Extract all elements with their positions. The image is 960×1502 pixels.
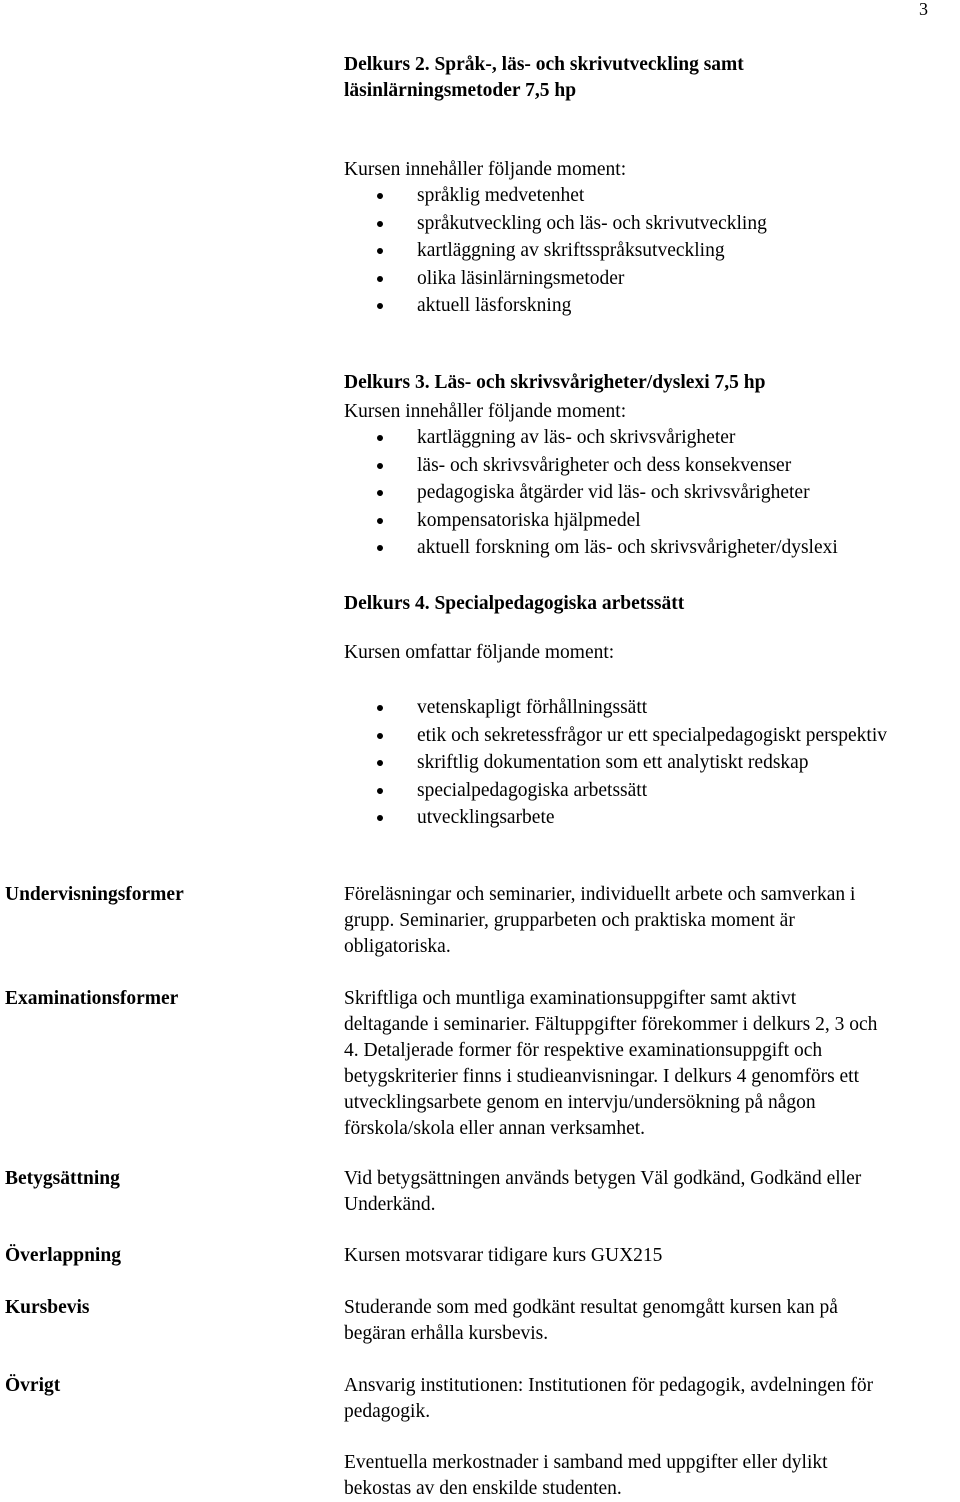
text-line: 4. Detaljerade former för respektive examinationsuppgift och xyxy=(344,1040,823,1061)
list-item: vetenskapligt förhållningssätt xyxy=(344,695,960,723)
betygsattning-text xyxy=(344,1166,960,1218)
text-line: förskola/skola eller annan verksamhet. xyxy=(344,1118,646,1139)
list-item: språklig medvetenhet xyxy=(344,183,944,211)
undervisningsformer-text xyxy=(344,882,960,960)
delkurs-2-content xyxy=(344,157,944,321)
text-line: betygskriterier finns i studieanvisningar. I delkurs 4 genomförs ett xyxy=(344,1066,860,1087)
ovrigt-extra-text xyxy=(344,1450,960,1502)
undervisningsformer-label: Undervisningsformer xyxy=(5,884,184,905)
text-line: begäran erhålla kursbevis. xyxy=(344,1323,549,1344)
text-line: grupp. Seminarier, grupparbeten och praktiska moment är xyxy=(344,910,795,931)
delkurs-4-list-block xyxy=(344,695,960,833)
list-item: kompensatoriska hjälpmedel xyxy=(344,508,944,536)
delkurs-2-intro: Kursen innehåller följande moment: xyxy=(344,159,627,180)
overlappning-text xyxy=(344,1243,960,1269)
delkurs-2-list xyxy=(344,183,944,321)
list-item: olika läsinlärningsmetoder xyxy=(344,266,944,294)
text-line: Underkänd. xyxy=(344,1194,436,1215)
text-line: Studerande som med godkänt resultat genomgått kursen kan på xyxy=(344,1297,838,1318)
delkurs-2-title-line-1: Delkurs 2. Språk-, läs- och skrivutveckling samt xyxy=(344,54,744,75)
text-line: Vid betygsättningen används betygen Väl godkänd, Godkänd eller xyxy=(344,1168,862,1189)
list-item: språkutveckling och läs- och skrivutveckling xyxy=(344,211,944,239)
examinationsformer-label: Examinationsformer xyxy=(5,988,179,1009)
text-line: bekostas av den enskilde studenten. xyxy=(344,1478,622,1499)
delkurs-4-title-block xyxy=(344,591,944,617)
delkurs-2-title-line-2: läsinlärningsmetoder 7,5 hp xyxy=(344,80,577,101)
delkurs-4-intro-block xyxy=(344,640,944,666)
text-line: pedagogik. xyxy=(344,1401,431,1422)
list-item: aktuell forskning om läs- och skrivsvårigheter/dyslexi xyxy=(344,535,944,563)
delkurs-3-intro: Kursen innehåller följande moment: xyxy=(344,401,627,422)
list-item: kartläggning av läs- och skrivsvårigheter xyxy=(344,425,944,453)
ovrigt-text xyxy=(344,1373,960,1425)
list-item: skriftlig dokumentation som ett analytiskt redskap xyxy=(344,750,960,778)
text-line: deltagande i seminarier. Fältuppgifter förekommer i delkurs 2, 3 och xyxy=(344,1014,878,1035)
text-line: obligatoriska. xyxy=(344,936,451,957)
delkurs-3-list xyxy=(344,425,944,563)
kursbevis-text xyxy=(344,1295,960,1347)
delkurs-4-list xyxy=(344,695,960,833)
delkurs-4-title: Delkurs 4. Specialpedagogiska arbetssätt xyxy=(344,593,685,614)
betygsattning-label: Betygsättning xyxy=(5,1168,120,1189)
list-item: pedagogiska åtgärder vid läs- och skrivsvårigheter xyxy=(344,480,944,508)
ovrigt-label: Övrigt xyxy=(5,1375,61,1396)
text-line: Skriftliga och muntliga examinationsuppgifter samt aktivt xyxy=(344,988,797,1009)
overlappning-label: Överlappning xyxy=(5,1245,121,1266)
delkurs-3-title: Delkurs 3. Läs- och skrivsvårigheter/dyslexi 7,5 hp xyxy=(344,372,766,393)
text-line: Föreläsningar och seminarier, individuellt arbete och samverkan i xyxy=(344,884,856,905)
list-item: aktuell läsforskning xyxy=(344,293,944,321)
text-line: utvecklingsarbete genom en intervju/undersökning på någon xyxy=(344,1092,816,1113)
page-number: 3 xyxy=(919,0,928,19)
examinationsformer-text xyxy=(344,986,960,1142)
list-item: läs- och skrivsvårigheter och dess konsekvenser xyxy=(344,453,944,481)
delkurs-3-content xyxy=(344,370,944,563)
delkurs-2-section xyxy=(344,52,944,104)
list-item: utvecklingsarbete xyxy=(344,805,960,833)
text-line: Eventuella merkostnader i samband med uppgifter eller dylikt xyxy=(344,1452,828,1473)
kursbevis-label: Kursbevis xyxy=(5,1297,90,1318)
list-item: specialpedagogiska arbetssätt xyxy=(344,778,960,806)
text-line: Kursen motsvarar tidigare kurs GUX215 xyxy=(344,1245,663,1266)
list-item: kartläggning av skriftsspråksutveckling xyxy=(344,238,944,266)
list-item: etik och sekretessfrågor ur ett specialpedagogiskt perspektiv xyxy=(344,723,960,751)
text-line: Ansvarig institutionen: Institutionen för pedagogik, avdelningen för xyxy=(344,1375,874,1396)
delkurs-4-intro: Kursen omfattar följande moment: xyxy=(344,642,615,663)
